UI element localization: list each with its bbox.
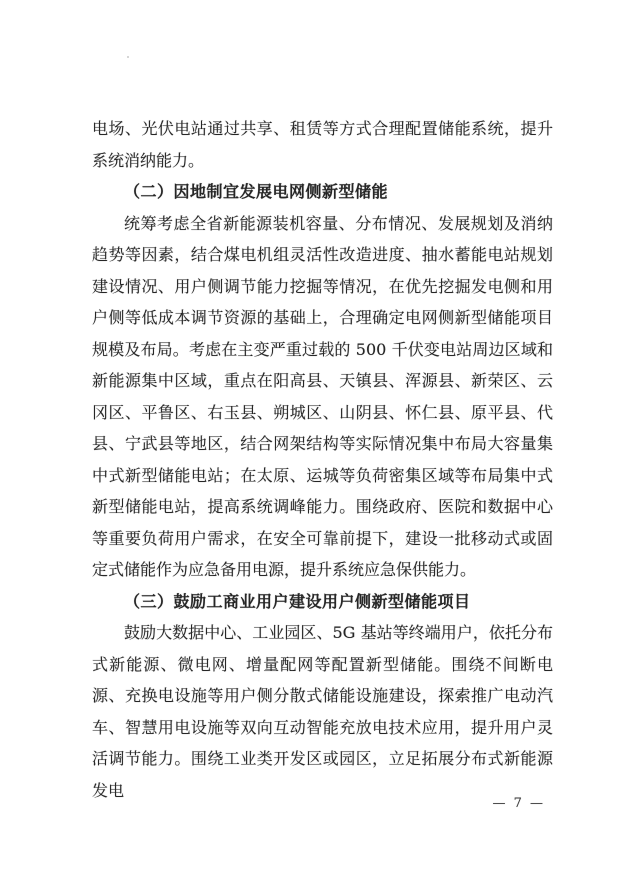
section-heading-2: （二）因地制宜发展电网侧新型储能: [124, 182, 389, 201]
paragraph: 鼓励大数据中心、工业园区、5G 基站等终端用户，依托分布式新能源、微电网、增量配网等配置新型储能。围绕不间断电源、充换电设施等用户侧分散式储能设施建设，探索推广电动汽车、智慧用电设施等双向互动智能充放电技术应用，提升用户灵活调节能力。围绕工业类开发区或园区，立足拓展分布式新能源发电: [92, 623, 553, 800]
scan-speckle: [127, 56, 129, 58]
paragraph-continuation: 电场、光伏电站通过共享、租赁等方式合理配置储能系统，提升系统消纳能力。: [92, 119, 553, 170]
section-heading-3: （三）鼓励工商业用户建设用户侧新型储能项目: [124, 591, 471, 611]
document-body: [92, 113, 553, 806]
page-number: — 7 —: [492, 796, 545, 811]
paragraph: 统筹考虑全省新能源装机容量、分布情况、发展规划及消纳趋势等因素，结合煤电机组灵活性改造进度、抽水蓄能电站规划建设情况、用户侧调节能力挖掘等情况，在优先挖掘发电侧和用户侧等低成本调节资源的基础上，合理确定电网侧新型储能项目规模及布局。考虑在主变严重过载的 500 千伏变电站周边区域和新能源集中区域，重点在阳高县、天镇县、浑源县、新荣区、云冈区、平鲁区、右玉县、朔城区、山阴县、怀仁县、原平县、代县、宁武县等地区，结合网架结构等实际情况集中布局大容量集中式新型储能电站；在太原、运城等负荷密集区域等布局集中式新型储能电站，提高系统调峰能力。围绕政府、医院和数据中心等重要负荷用户需求，在安全可靠前提下，建设一批移动式或固定式储能作为应急备用电源，提升系统应急保供能力。: [92, 213, 553, 579]
